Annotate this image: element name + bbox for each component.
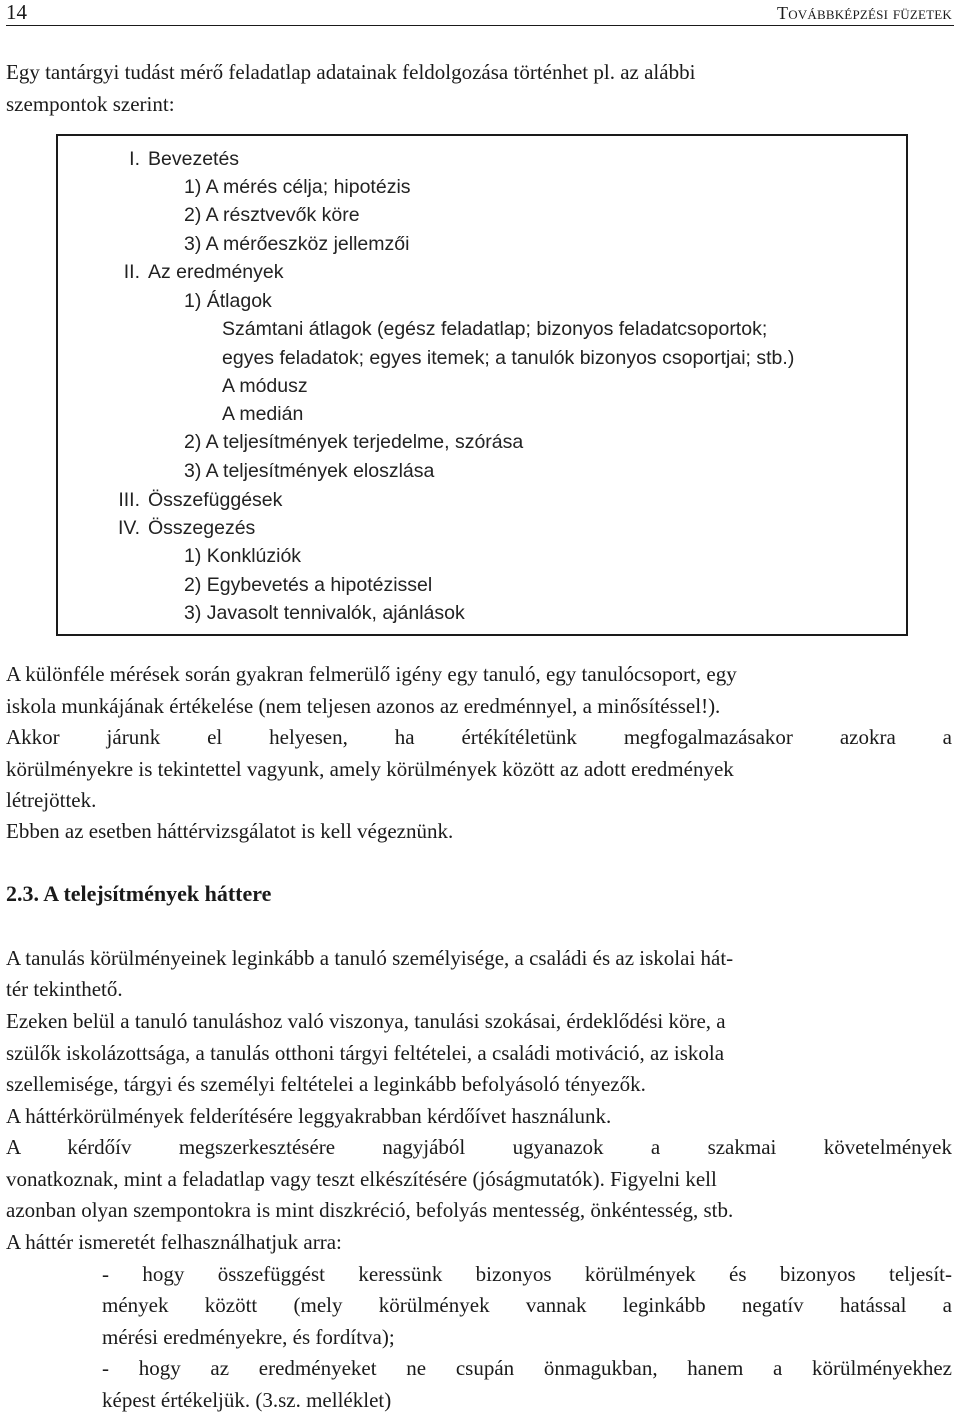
section-3-number: III. <box>118 489 140 511</box>
intro-line-1: Egy tantárgyi tudást mérő feladatlap adatainak feldolgozása történhet pl. az alábbi <box>6 60 696 84</box>
body-line: A kérdőív megszerkesztésére nagyjából ugyanazok a szakmai követelmények <box>6 1135 952 1159</box>
body-line: tér tekinthető. <box>6 977 123 1001</box>
section-2-subitem: A módusz <box>222 375 308 397</box>
section-2-item: 3) A teljesítmények eloszlása <box>184 460 435 482</box>
section-4-item: 3) Javasolt tennivalók, ajánlások <box>184 602 465 624</box>
body-line: A tanulás körülményeinek leginkább a tanuló személyisége, a családi és az iskolai hát- <box>6 946 734 970</box>
section-2-item: 1) Átlagok <box>184 290 272 312</box>
section-heading: 2.3. A telejsítmények háttere <box>6 881 272 906</box>
running-title: Továbbképzési füzetek <box>777 3 952 23</box>
bullet-line: mények között (mely körülmények vannak leginkább negatív hatással a <box>102 1293 952 1317</box>
body-line: azonban olyan szempontokra is mint diszkréció, befolyás mentesség, önkéntesség, stb. <box>6 1198 734 1222</box>
section-1-item: 3) A mérőeszköz jellemzői <box>184 233 410 255</box>
bullet-line: - hogy összefüggést keressünk bizonyos körülmények és bizonyos teljesít- <box>102 1262 952 1286</box>
section-4-item: 2) Egybevetés a hipotézissel <box>184 574 433 596</box>
section-2-item: 2) A teljesítmények terjedelme, szórása <box>184 431 524 453</box>
section-4-item: 1) Konklúziók <box>184 545 302 567</box>
section-2-number: II. <box>123 261 140 283</box>
body-line: szülők iskolázottsága, a tanulás otthoni tárgyi feltételei, a családi motiváció, az iskola <box>6 1041 725 1065</box>
bullet-line: képest értékeljük. (3.sz. melléklet) <box>102 1388 392 1412</box>
section-2-subitem: egyes feladatok; egyes itemek; a tanulók bizonyos csoportjai; stb.) <box>222 347 795 369</box>
body-line: Ebben az esetben háttérvizsgálatot is kell végeznünk. <box>6 819 454 843</box>
section-2-subitem: Számtani átlagok (egész feladatlap; bizonyos feladatcsoportok; <box>222 318 768 340</box>
section-2-subitem: A medián <box>222 403 304 425</box>
section-4-title: Összegezés <box>148 517 256 539</box>
body-line: iskola munkájának értékelése (nem teljesen azonos az eredménnyel, a minősítéssel!). <box>6 694 721 718</box>
section-1-number: I. <box>129 148 140 170</box>
section-1-title: Bevezetés <box>148 148 240 170</box>
body-line: Akkor járunk el helyesen, ha értékítéletünk megfogalmazásakor azokra a <box>6 725 952 749</box>
section-4-number: IV. <box>117 517 140 539</box>
intro-line-2: szempontok szerint: <box>6 92 175 116</box>
section-1-item: 1) A mérés célja; hipotézis <box>184 176 411 198</box>
body-line: létrejöttek. <box>6 788 97 812</box>
body-line: szellemisége, tárgyi és személyi feltételei a leginkább befolyásoló tényezők. <box>6 1072 646 1096</box>
body-line: A különféle mérések során gyakran felmerülő igény egy tanuló, egy tanulócsoport, egy <box>6 662 737 686</box>
page-number: 14 <box>6 0 27 24</box>
section-3-title: Összefüggések <box>148 489 283 511</box>
header-divider <box>6 25 954 26</box>
bullet-line: - hogy az eredményeket ne csupán önmagukban, hanem a körülményekhez <box>102 1356 952 1380</box>
section-2-title: Az eredmények <box>148 261 284 283</box>
outline-box <box>56 134 908 636</box>
body-line: A háttérkörülmények felderítésére leggyakrabban kérdőívet használunk. <box>6 1104 612 1128</box>
body-line: A háttér ismeretét felhasználhatjuk arra: <box>6 1230 342 1254</box>
body-line: vonatkoznak, mint a feladatlap vagy teszt elkészítésére (jóságmutatók). Figyelni kell <box>6 1167 717 1191</box>
section-1-item: 2) A résztvevők köre <box>184 204 360 226</box>
bullet-line: mérési eredményekre, és fordítva); <box>102 1325 395 1349</box>
body-line: körülményekre is tekintettel vagyunk, amely körülmények között az adott eredmények <box>6 757 734 781</box>
body-line: Ezeken belül a tanuló tanuláshoz való viszonya, tanulási szokásai, érdeklődési köre, a <box>6 1009 726 1033</box>
